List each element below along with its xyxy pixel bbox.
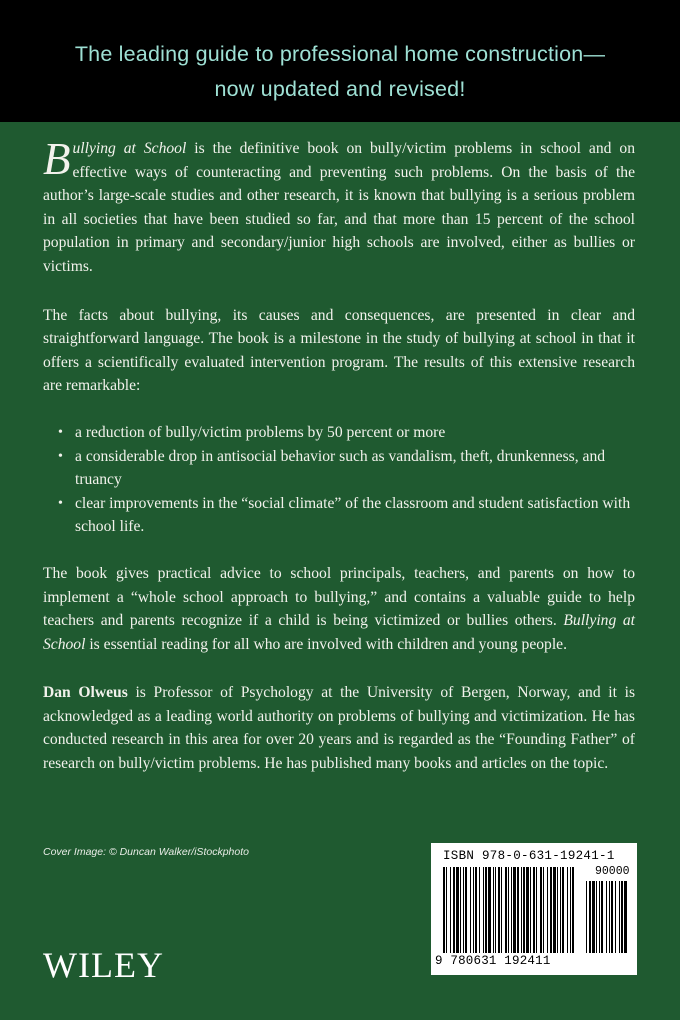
- barcode-bar: [460, 867, 461, 953]
- barcode-bar: [493, 867, 494, 953]
- addon-bar: [601, 881, 603, 953]
- barcode-bar: [562, 867, 564, 953]
- author-bio: [43, 681, 635, 775]
- barcode-bar: [533, 867, 535, 953]
- results-list: [43, 421, 635, 539]
- barcode-bar: [511, 867, 512, 953]
- barcode-bar: [557, 867, 558, 953]
- barcode-bar: [517, 867, 519, 953]
- addon-bar: [606, 881, 607, 953]
- barcode-bar: [495, 867, 496, 953]
- barcode-bar: [443, 867, 445, 953]
- barcode-bar: [513, 867, 516, 953]
- barcode-bar: [550, 867, 552, 953]
- isbn-label: ISBN 978-0-631-19241-1: [443, 849, 615, 863]
- addon-bar: [619, 881, 620, 953]
- barcode-bar: [553, 867, 556, 953]
- barcode-bar: [450, 867, 451, 953]
- list-item: • clear improvements in the “social climate” of the classroom and student satisfaction with school life.: [75, 492, 635, 539]
- barcode-bar: [446, 867, 447, 953]
- barcode-bar: [536, 867, 537, 953]
- barcode-bar: [572, 867, 574, 953]
- addon-bar: [609, 881, 610, 953]
- barcode-bar: [470, 867, 471, 953]
- barcode-bar: [501, 867, 502, 953]
- addon-bar: [586, 881, 587, 953]
- barcode-bar: [483, 867, 484, 953]
- barcode-bar: [530, 867, 531, 953]
- book-title-italic: Bullying at School: [43, 612, 635, 653]
- tagline-banner: [0, 0, 680, 122]
- addon-bar: [621, 881, 623, 953]
- barcode-bar: [485, 867, 487, 953]
- book-title-italic: ullying at School: [72, 140, 187, 157]
- paragraph-1-text: is the definitive book on bully/victim problems in school and on effective ways of counteracting and preventing such problems. On the basis of the author’s large-scale studies and other research, it is known that bullying is a serious problem in all societies that have been studied so far, and that more than 15 percent of the school population in primary and secondary/junior high schools are involved, either as bullies or victims.: [43, 140, 635, 275]
- bullet-icon: •: [58, 424, 63, 440]
- drop-cap: B: [43, 134, 71, 184]
- barcode-bar: [547, 867, 548, 953]
- barcode-bar: [567, 867, 568, 953]
- barcode-bar: [570, 867, 571, 953]
- cover-image-credit: Cover Image: © Duncan Walker/iStockphoto: [43, 846, 249, 858]
- barcode-bar: [505, 867, 507, 953]
- barcode-digits: 9 780631 192411: [435, 954, 551, 968]
- barcode-bar: [523, 867, 525, 953]
- addon-bar: [599, 881, 600, 953]
- price-addon: 90000: [595, 865, 630, 878]
- addon-bar: [611, 881, 613, 953]
- bullet-icon: •: [58, 448, 63, 464]
- isbn-barcode: [431, 843, 637, 975]
- barcode-bar: [463, 867, 464, 953]
- addon-bar: [592, 881, 595, 953]
- back-cover-description: [43, 134, 636, 776]
- tagline-line-1: The leading guide to professional home construction—: [74, 42, 606, 66]
- barcode-bar: [521, 867, 522, 953]
- barcode-bar: [540, 867, 542, 953]
- bullet-icon: •: [58, 495, 63, 511]
- tagline-line-2: now updated and revised!: [214, 77, 466, 101]
- barcode-bar: [473, 867, 474, 953]
- publisher-logo: WILEY: [43, 945, 164, 985]
- list-item: • a considerable drop in antisocial behavior such as vandalism, theft, drunkenness, and truancy: [75, 445, 635, 492]
- barcode-bar: [560, 867, 561, 953]
- addon-bar: [589, 881, 591, 953]
- barcode-bar: [453, 867, 455, 953]
- barcode-bar: [479, 867, 480, 953]
- addon-bar: [596, 881, 597, 953]
- barcode-bar: [465, 867, 467, 953]
- addon-bar: [615, 881, 616, 953]
- description-paragraph-2: The facts about bullying, its causes and consequences, are presented in clear and straightforward language. The book is a milestone in the study of bullying at school in that it offers a scientifically evaluated intervention program. The results of this extensive research are remarkable:: [43, 306, 635, 395]
- list-item: • a reduction of bully/victim problems by 50 percent or more: [75, 421, 635, 445]
- author-name: Dan Olweus: [43, 684, 128, 702]
- description-paragraph-1: [43, 134, 635, 279]
- barcode-bar: [543, 867, 544, 953]
- barcode-bar: [498, 867, 500, 953]
- barcode-bars: [443, 867, 629, 953]
- barcode-bar: [526, 867, 529, 953]
- barcode-bar: [475, 867, 477, 953]
- author-bio-text: is Professor of Psychology at the University of Bergen, Norway, and it is acknowledged as a leading world authority on problems of bullying and victimization. He has conducted research in this area for over 20 years and is regarded as the “Founding Father” of research on bully/victim problems. He has published many books and articles on the topic.: [43, 684, 636, 773]
- description-paragraph-3: The book gives practical advice to school principals, teachers, and parents on how to implement a “whole school approach to bullying,” and contains a valuable guide to help teachers and parents recognize if a child is being victimized or bullies others. Bullying at School is essential reading for all who are involved with children and young people.: [43, 564, 635, 653]
- addon-bar: [624, 881, 627, 953]
- barcode-bar: [456, 867, 459, 953]
- barcode-bar: [488, 867, 491, 953]
- barcode-bar: [508, 867, 509, 953]
